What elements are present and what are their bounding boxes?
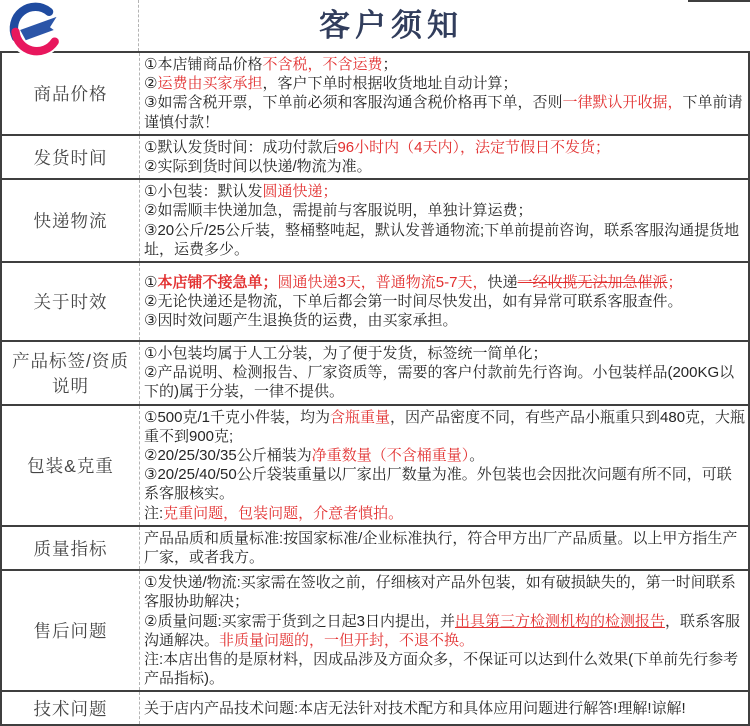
notice-line: [144, 344, 746, 363]
notice-line: [144, 138, 746, 157]
notice-text: 。: [469, 447, 485, 465]
notice-text: ②: [144, 75, 158, 93]
notice-text: ①: [144, 273, 158, 291]
notice-line: [144, 529, 746, 567]
notice-text: ，客户下单时根据收货地址自动计算；: [262, 75, 518, 93]
notice-line: [144, 311, 746, 330]
notice-text: ，联系客服沟通解决。: [144, 612, 740, 649]
highlighted-text: 含瓶重量: [330, 408, 391, 426]
highlighted-text: 96小时内（4天内），法定节假日不发货；: [337, 138, 610, 156]
notice-line: [144, 650, 746, 688]
notice-text: ；: [382, 56, 398, 73]
notice-text: ，因产品密度不同，有些产品小瓶重只到480克，大瓶重不到900克;: [144, 408, 746, 445]
header-column-divider: [138, 0, 139, 51]
highlighted-text: 净重数量（不含桶重量）: [311, 447, 470, 465]
notice-line: [144, 157, 746, 176]
notice-line: [144, 573, 746, 611]
table-row: [2, 571, 748, 692]
notice-text: ③20/25/40/50公斤袋装重量以厂家出厂数量为准。外包装也会因批次问题有所不同，可联系客服核实。: [144, 466, 732, 503]
notice-text: 注:: [144, 504, 164, 522]
brand-logo-icon: [8, 2, 64, 58]
row-content: [139, 180, 748, 261]
highlighted-text: 非质量问题的，一但开封，不退不换。: [219, 631, 475, 649]
notice-line: [144, 292, 746, 311]
table-row: [2, 53, 748, 136]
notice-text: ①默认发货时间：成功付款后: [144, 138, 338, 156]
row-content: [139, 571, 748, 690]
row-label: 产品标签/资质说明: [12, 350, 129, 396]
row-content: [139, 527, 748, 569]
row-content: [139, 342, 748, 404]
table-row: [2, 263, 748, 342]
row-label: 快递物流: [33, 211, 108, 232]
notice-line: [144, 699, 746, 718]
notice-text: ②20/25/30/35公斤桶装为: [144, 447, 312, 465]
notice-text: ①小包装：默认发: [144, 183, 263, 201]
notice-text: ③因时效问题产生退换货的运费，由买家承担。: [144, 312, 458, 330]
table-row: [2, 180, 748, 263]
table-row: [2, 527, 748, 571]
row-label: 包装&克重: [27, 455, 114, 476]
highlighted-text: 运费由买家承担: [157, 75, 263, 93]
notice-text: ②质量问题:买家需于货到之日起3日内提出，并: [144, 612, 455, 630]
highlighted-text: 本店铺不接急单；: [157, 273, 278, 291]
highlighted-text: 一律默认开收据，: [562, 94, 683, 112]
highlighted-text: 不含税，不含运费: [262, 56, 383, 73]
notice-text: 产品品质和质量标准:按国家标准/企业标准执行，符合甲方出厂产品质量。以上甲方指生产厂家，或者我方。: [144, 529, 738, 567]
notice-text: 关于店内产品技术问题:本店无法针对技术配方和具体应用问题进行解答!理解!谅解!: [144, 699, 686, 717]
notice-line: [144, 55, 746, 74]
notice-line: [144, 363, 746, 401]
notice-line: [144, 273, 746, 292]
row-label: 关于时效: [33, 292, 108, 313]
table-row: [2, 406, 748, 527]
notice-text: ①本店铺商品价格: [144, 56, 263, 73]
page-title: 客户须知: [319, 8, 463, 43]
notice-text: 注:本店出售的是原材料，因成品涉及方面众多，不保证可以达到什么效果(下单前先行参考产品指标)。: [144, 651, 739, 688]
notice-line: [144, 446, 746, 465]
notice-line: [144, 74, 746, 93]
notice-line: [144, 612, 746, 650]
notice-line: [144, 504, 746, 523]
notice-text: 下单前请谨慎付款！: [144, 94, 743, 131]
row-label: 商品价格: [33, 83, 108, 104]
notice-line: [144, 201, 746, 220]
notice-text: ②如需顺丰快递加急，需提前与客服说明，单独计算运费；: [144, 202, 533, 220]
top-right-border-mark: [688, 0, 750, 2]
notice-text: ①500克/1千克小件装，均为: [144, 408, 330, 426]
notice-text: ②无论快递还是物流，下单后都会第一时间尽快发出，如有异常可联系客服查件。: [144, 292, 683, 310]
row-label: 发货时间: [33, 147, 108, 168]
table-row: [2, 342, 748, 406]
row-label: 售后问题: [33, 621, 108, 642]
notice-text: ①小包装均属于人工分装，为了便于发货，标签统一简单化；: [144, 345, 548, 363]
notice-table: [0, 53, 750, 726]
notice-text: ③如需含税开票，下单前必须和客服沟通含税价格再下单，否则: [144, 94, 563, 112]
highlighted-text: 圆通快递3天，普通物流5-7天，: [277, 273, 488, 291]
row-content: [139, 406, 748, 525]
notice-text: 快递: [487, 273, 518, 291]
table-row: [2, 692, 748, 726]
notice-line: [144, 221, 746, 259]
highlighted-text: ；: [667, 273, 683, 291]
row-content: [139, 263, 748, 340]
notice-line: [144, 465, 746, 503]
row-label: 质量指标: [33, 538, 108, 559]
notice-text: ①发快递/物流:买家需在签收之前，仔细核对产品外包装，如有破损缺失的，第一时间联系客服协助解决；: [144, 574, 736, 611]
table-row: [2, 136, 748, 180]
notice-line: [144, 93, 746, 131]
notice-line: [144, 182, 746, 201]
notice-text: ②实际到货时间以快递/物流为准。: [144, 158, 372, 176]
highlighted-text: 圆通快递: [262, 183, 323, 201]
header: [0, 0, 750, 53]
row-content: [139, 136, 748, 178]
row-label: 技术问题: [33, 698, 108, 719]
row-content: [139, 53, 748, 134]
highlighted-text: 克重问题，包装问题，介意者慎拍。: [163, 504, 404, 522]
notice-text: ③20公斤/25公斤装，整桶整吨起，默认发普通物流;下单前提前咨询，联系客服沟通提货地址，运费多少。: [144, 221, 740, 258]
notice-line: [144, 408, 746, 446]
highlighted-text: 一经收揽无法加急催派: [517, 273, 668, 291]
highlighted-text: 出具第三方检测机构的检测报告: [454, 612, 665, 630]
notice-text: ②产品说明、检测报告、厂家资质等，需要的客户付款前先行咨询。小包装样品(200KG以下的)属于分装，一律不提供。: [144, 364, 735, 401]
row-content: [139, 692, 748, 724]
highlighted-text: ；: [322, 183, 338, 201]
